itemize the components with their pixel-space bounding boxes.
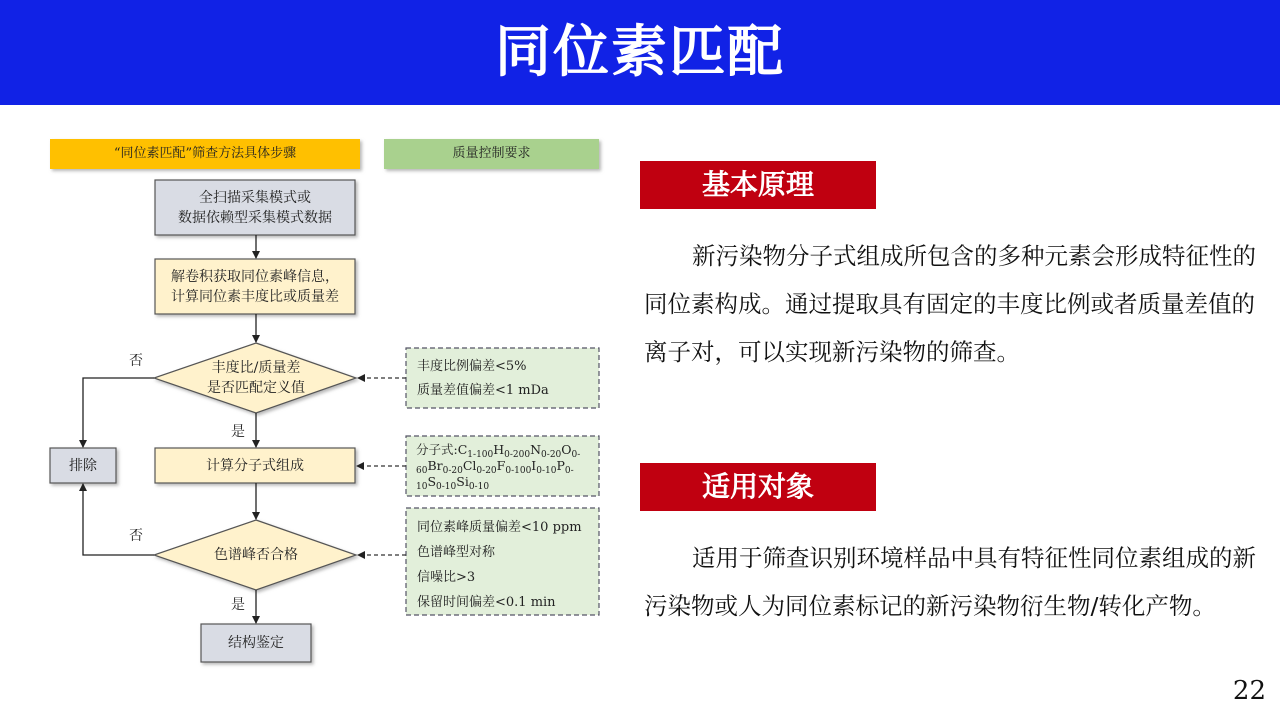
formula-element: F [496,458,506,473]
formula-element: S [427,474,437,489]
step1-line1: 全扫描采集模式或 [199,190,311,206]
flowchart [0,105,630,720]
formula-range: 0-60 [416,450,581,476]
qc1-line2: 质量差值偏差<1 mDa [417,383,549,398]
formula-element: I [531,458,537,473]
formula-range: 0-20 [476,466,497,476]
step2-line2: 计算同位素丰度比或质量差 [171,289,339,305]
step3-text: 计算分子式组成 [206,458,304,474]
formula-range: 0-100 [505,466,532,476]
step2-text [155,267,355,307]
label-no-1: 否 [129,353,143,369]
formula-range: 0-200 [504,450,531,460]
decision1-line1: 丰度比/质量差 [211,360,301,376]
page-number: 22 [1232,676,1266,706]
col-header-right: 质量控制要求 [452,146,531,161]
qc2-prefix: 分子式: [416,442,458,457]
col-header-left: “同位素匹配”筛查方法具体步骤 [113,146,297,161]
qc3-line2: 色谱峰型对称 [417,545,496,560]
scope-text: 适用于筛查识别环境样品中具有特征性同位素组成的新污染物或人为同位素标记的新污染物衍生物/转化产物。 [644,544,1256,620]
exclude-text: 排除 [69,458,97,474]
final-text: 结构鉴定 [228,635,284,651]
formula-element: H [493,442,505,457]
label-yes-1: 是 [231,424,245,440]
qc3-line1: 同位素峰质量偏差<10 ppm [417,520,582,535]
step1-line2: 数据依赖型采集模式数据 [178,210,332,226]
qc3-text [417,515,597,615]
qc3-line4: 保留时间偏差<0.1 min [417,595,556,610]
label-yes-2: 是 [231,597,245,613]
formula-element: O [561,442,572,457]
label-no-2: 否 [129,528,143,544]
formula-range: 1-100 [467,450,494,460]
formula-range: 0-20 [442,466,463,476]
decision1-line2: 是否匹配定义值 [207,380,305,396]
qc1-line1: 丰度比例偏差<5% [417,359,527,374]
formula-element: P [556,458,565,473]
decision1-text [176,358,336,398]
step2-line1: 解卷积获取同位素峰信息， [171,269,339,285]
qc3-line3: 信噪比>3 [417,570,476,585]
formula-element: Si [456,474,469,489]
formula-range: 0-10 [436,482,457,492]
formula-range: 0-10 [416,466,574,492]
arrow-decision1-exclude [83,378,154,447]
step1-text [155,188,355,228]
page-title: 同位素匹配 [495,20,785,85]
formula-element: Cl [462,458,477,473]
scope-heading: 适用对象 [640,463,876,511]
formula-element: N [530,442,542,457]
principle-text: 新污染物分子式组成所包含的多种元素会形成特征性的同位素构成。通过提取具有固定的丰度比例或者质量差值的离子对，可以实现新污染物的筛查。 [644,242,1256,366]
formula-range: 0-20 [541,450,562,460]
qc1-text [417,355,597,403]
formula-element: C [457,442,468,457]
formula-element: Br [427,458,443,473]
formula-range: 0-10 [536,466,557,476]
qc2-text [416,442,596,490]
decision2-text: 色谱峰否合格 [214,547,298,563]
formula-range: 0-10 [468,482,490,492]
principle-heading: 基本原理 [640,161,876,209]
